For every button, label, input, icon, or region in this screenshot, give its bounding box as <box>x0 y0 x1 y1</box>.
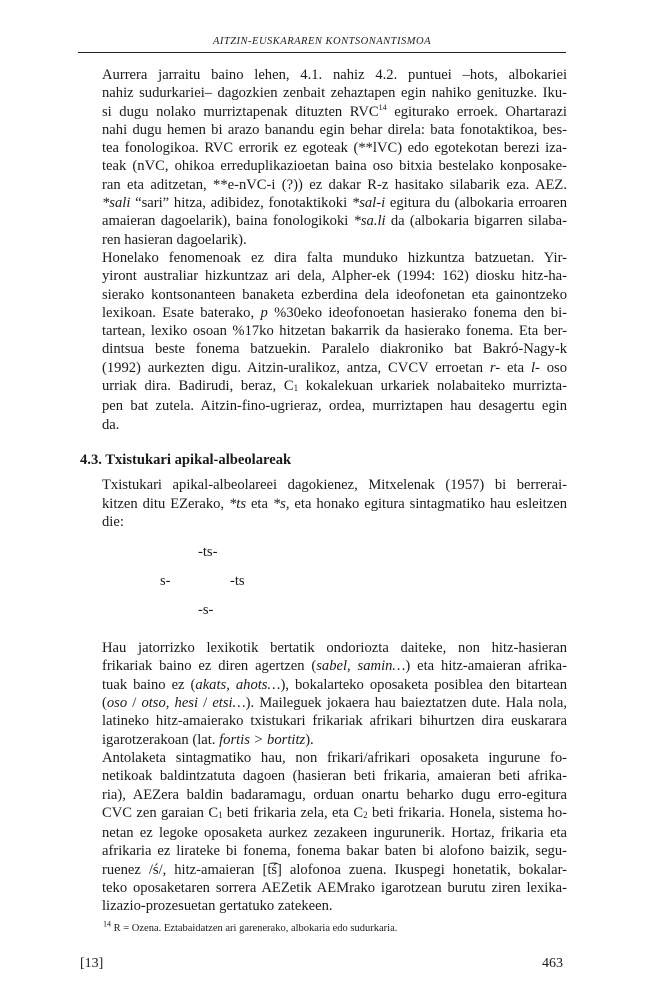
diagram-right: -ts <box>230 573 245 590</box>
text-span: urriak dira. Badirudi, beraz, C <box>102 378 294 395</box>
text-span: amaieran dagoelarik), baina fonologikoki <box>102 213 354 230</box>
text-line: netikoak baldintzatuta dagoen (hasieran beti frikaria, amaieran beti afrika- <box>102 768 567 785</box>
italic-term: *s <box>272 495 286 512</box>
page-tag: [13] <box>80 956 104 971</box>
italic-term: oso <box>106 695 128 712</box>
main-text <box>80 66 567 916</box>
text-line: da. <box>102 416 120 433</box>
italic-term: *ts <box>229 495 247 512</box>
page-number: 463 <box>542 956 563 971</box>
text-line <box>80 194 567 212</box>
text-line: nahi dugu hemen bi arazo banandu egin behar direla: bata fonotaktikoa, bes- <box>102 121 567 138</box>
text-span: kitzen ditu EZerako, <box>102 495 229 512</box>
running-head: AITZIN-EUSKARAREN KONTSONANTISMOA <box>212 36 432 47</box>
italic-term: *sa.li <box>353 213 386 230</box>
text-span: ) eta hitz-amaieran afrika- <box>405 658 567 675</box>
text-span: egiturako erroek. Ohartarazi <box>386 103 567 120</box>
paragraph-2 <box>80 249 567 434</box>
text-line <box>80 495 567 513</box>
text-line: lizazio-prozesuetan gertatuko zatekeen. <box>102 898 333 915</box>
text-span: lexikoan. Esate baterako, <box>102 304 261 321</box>
italic-term: otso, hesi <box>141 695 199 712</box>
text-line <box>80 804 567 824</box>
text-span: oso <box>539 359 568 376</box>
text-span: beti frikaria zela, eta C <box>222 804 364 821</box>
italic-term: sabel, samin… <box>316 658 406 675</box>
text-line: Aurrera jarraitu baino lehen, 4.1. nahiz 4.2. puntuei –hots, albokariei <box>102 67 567 83</box>
text-line: teak (nVC, ohikoa erreduplikazioetan baina oso bitxia bestelako konposake- <box>102 158 567 175</box>
paragraph-1 <box>80 66 567 249</box>
text-span: kokalekuan urkariek nolabaiteko murrizta- <box>298 378 568 395</box>
text-span: egitura du (albokaria erroaren <box>385 195 567 212</box>
ipa-affricate: t͡ś <box>267 861 278 878</box>
text-span: da (albokaria bigarren silaba- <box>385 213 567 230</box>
text-line: ren hasieran dagoelarik). <box>102 231 247 248</box>
footnote-mark: 14 <box>103 919 111 929</box>
syntagmatic-diagram <box>80 541 567 627</box>
text-line <box>80 861 567 879</box>
text-line: netan ez legoke oposaketa aurkez zezakeen ingurunerik. Hortaz, frikaria eta <box>102 825 567 842</box>
text-span: ). Maileguek jokaera hau baieztatzen dute. Hala nola, <box>245 695 567 712</box>
text-span: ). <box>305 731 314 748</box>
italic-term: r- <box>489 359 501 376</box>
text-line: Txistukari apikal-albeolareei dagokienez, Mitxelenak (1957) bi berrerai- <box>102 477 567 494</box>
text-line <box>80 694 567 712</box>
text-line <box>80 676 567 694</box>
text-line <box>80 359 567 377</box>
subscript: 1 <box>218 809 223 820</box>
subscript: 2 <box>363 809 368 820</box>
section-heading: 4.3. Txistukari apikal-albeolareak <box>80 451 292 468</box>
text-line: teko oposaketaren sorrera AEZetik AEMrako igarotzean burutu ziren lexika- <box>102 879 567 896</box>
italic-term: l- <box>530 359 540 376</box>
text-span: ), bokalarteko oposaketa posiblea den bitartean <box>280 676 567 693</box>
text-span: si dugu nolako murriztapenak dituzten RVC <box>102 103 379 120</box>
text-line: Antolaketa sintagmatiko hau, non frikari/afrikari oposaketa ingurune fo- <box>102 749 567 766</box>
text-line: tea fonologikoa. RVC errorik ez egoteak (**lVC) edo egotekotan berezi iza- <box>102 140 567 157</box>
italic-term: p <box>260 304 268 321</box>
diagram-top: -ts- <box>198 544 218 561</box>
text-span: ruenez /ś/, hitz-amaieran [ <box>102 861 268 878</box>
paragraph-3 <box>80 476 567 531</box>
text-line: nahiz sudurkariei– dagozkien zenbait zehaztapen egin nahiko genituzke. Iku- <box>102 85 567 102</box>
italic-term: fortis > bortitz <box>219 731 306 748</box>
text-span: igarotzerakoan (lat. <box>102 731 220 748</box>
text-line: Honelako fenomenoak ez dira falta munduko hizkuntza batzuetan. Yir- <box>102 249 567 266</box>
paragraph-4 <box>80 639 567 749</box>
text-line <box>80 103 567 121</box>
text-span: CVC zen garaian C <box>102 804 219 821</box>
italic-term: *sali <box>102 195 131 212</box>
text-span: frikariak baino ez diren agertzen ( <box>102 658 317 675</box>
diagram-left: s- <box>160 573 171 590</box>
text-span: / <box>127 695 142 712</box>
text-line: Hau jatorrizko lexikotik bertatik ondoriozta daiteke, non hitz-hasieran <box>102 640 567 657</box>
italic-term: *sal-i <box>351 195 386 212</box>
text-line: tartean, lexiko osoan %17ko hitzetan bakarrik da hasierako fonema. Eta ber- <box>102 323 567 340</box>
text-line <box>80 377 567 397</box>
italic-term: etsi… <box>212 695 246 712</box>
header-rule <box>78 52 566 53</box>
text-span: / <box>198 695 213 712</box>
footnote-text: R = Ozena. Eztabaidatzen ari garenerako, albokaria edo sudurkaria. <box>111 923 398 934</box>
text-line <box>80 212 567 230</box>
footnote-ref[interactable]: 14 <box>378 102 387 112</box>
text-line <box>80 731 567 749</box>
text-line <box>80 657 567 675</box>
text-span: tuak baino ez ( <box>102 676 196 693</box>
text-line: yiront australiar hizkuntzaz ari dela, Alpher-ek (1994: 162) diosku hitz-ha- <box>102 268 567 285</box>
text-line: die: <box>102 513 124 530</box>
paragraph-5 <box>80 749 567 916</box>
text-line: latineko hitz-amaierako txistukari frikariak afrikari bihurtzen dira euskarara <box>102 713 567 730</box>
diagram-bottom: -s- <box>198 602 214 619</box>
text-span: , eta honako egitura sintagmatiko hau esleitzen <box>285 495 567 512</box>
text-span: beti frikaria. Honela, sistema ho- <box>367 804 567 821</box>
text-line: sierako kontsonanteen banaketa ezberdina dela ideofonetan eta gainontzeko <box>102 286 567 303</box>
text-span: (1992) aurkezten digu. Aitzin-uralikoz, antza, CVCV erroetan <box>102 359 490 376</box>
italic-term: akats, ahots… <box>195 676 281 693</box>
text-span: eta <box>500 359 531 376</box>
subscript: 1 <box>293 383 299 394</box>
text-line: ran eta aditzetan, **e-nVC-i (?)) ez dakar R-z hasitako silabarik eza. AEZ. <box>102 176 567 193</box>
text-line: ria), AEZera baldin badaramagu, orduan onartu beharko dugu erro-egitura <box>102 786 567 803</box>
text-span: eta <box>246 495 273 512</box>
text-span: %30eko ideofonoetan hasierako fonema den bi- <box>267 304 567 321</box>
text-span: ] alofonoa zuena. Ikuspegi honetatik, bokalar- <box>277 861 568 878</box>
footnote <box>103 919 563 935</box>
text-span: ( <box>102 695 107 712</box>
text-line <box>80 304 567 322</box>
text-line: dintsua beste fonema batzuekin. Paralelo diakroniko bat Bakró-Nagy-k <box>102 341 567 358</box>
text-line: pen bat zutela. Aitzin-fino-ugrieraz, ordea, murriztapen hau desagertu egin <box>102 398 567 415</box>
text-line: afrikaria ez lirateke bi fonema, fonema bakar baten bi alofono baizik, segu- <box>102 843 567 860</box>
text-span: “sari” hitza, adibidez, fonotaktikoki <box>130 195 352 212</box>
